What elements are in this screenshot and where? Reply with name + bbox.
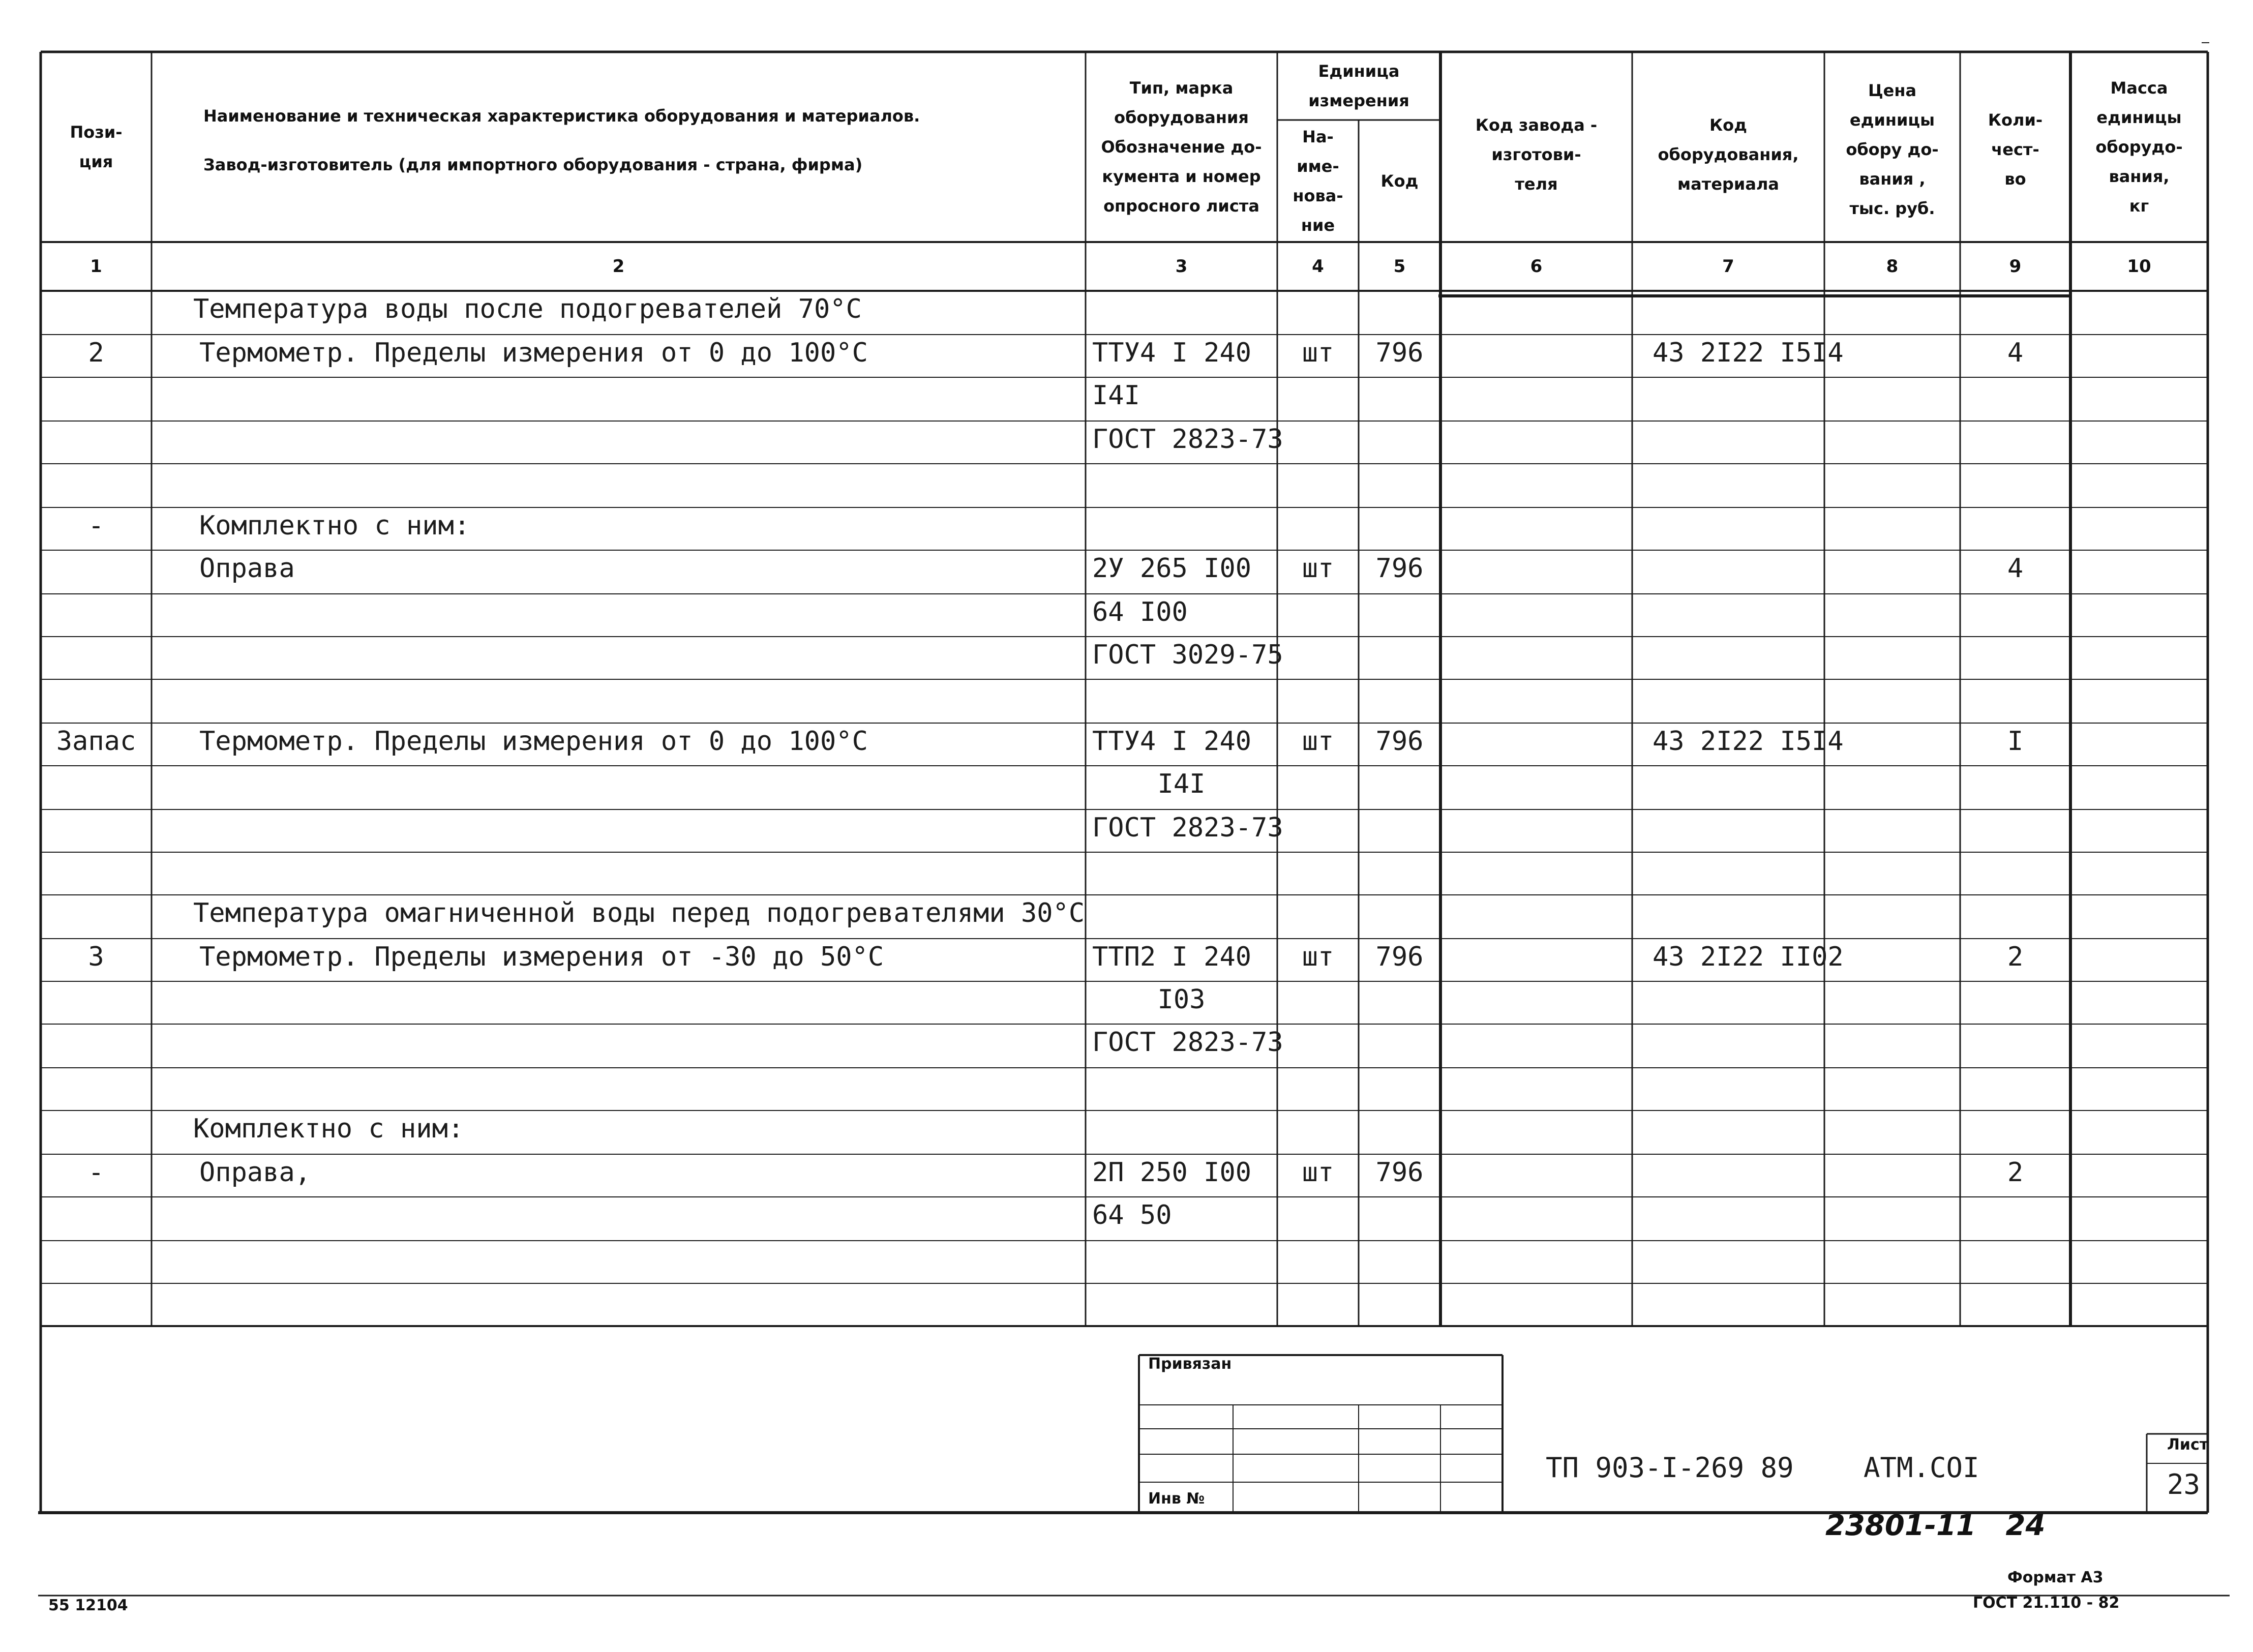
cell-name: Комплектно с ним: — [193, 1114, 464, 1144]
cell-position: 3 — [88, 942, 104, 972]
print-code: 55 12104 — [48, 1597, 128, 1614]
cell-unit: шт — [1302, 553, 1334, 584]
cell-type: ГОСТ 3029-75 — [1092, 640, 1283, 670]
header-position: Пози- ция — [70, 123, 123, 171]
header-unit-group: Единица измерения — [1308, 62, 1409, 110]
handwritten-inventory-number: 23801-11 24 — [1825, 1509, 2046, 1542]
column-number: 5 — [1393, 256, 1406, 277]
header-unit-code: Код — [1380, 171, 1419, 191]
cell-unit: шт — [1302, 338, 1334, 368]
header-factory-code: Код завода - изготови- теля — [1475, 115, 1598, 194]
cell-type: ТТП2 I 240 — [1092, 942, 1252, 972]
column-number: 3 — [1175, 256, 1188, 277]
sheet-number: 23 — [2167, 1468, 2201, 1500]
cell-position: - — [88, 1157, 104, 1188]
cell-equipment-code: 43 2I22 II02 — [1653, 942, 1844, 972]
doc-code: ТП 903-I-269 89 — [1546, 1452, 1794, 1484]
cell-name: Термометр. Пределы измерения от -30 до 50°C — [199, 942, 884, 972]
sheet-label: Лист — [2167, 1436, 2209, 1454]
cell-unit: шт — [1302, 1157, 1334, 1188]
header-name: Наименование и техническая характеристика оборудования и материалов. Завод-изготовитель (для импортного оборудования - страна, фирма) — [203, 106, 920, 174]
cell-name: Оправа, — [199, 1157, 311, 1188]
cell-position: - — [88, 510, 104, 541]
cell-name: Термометр. Пределы измерения от 0 до 100°C — [199, 726, 868, 757]
stamp-inv-number: Инв № — [1148, 1490, 1205, 1508]
cell-type: 64 I00 — [1092, 597, 1188, 627]
cell-unit: шт — [1302, 726, 1334, 757]
cell-unit-code: 796 — [1375, 942, 1424, 972]
header-equipment-code: Код оборудования, материала — [1658, 115, 1799, 194]
column-number: 2 — [612, 256, 625, 277]
cell-unit-code: 796 — [1375, 1157, 1424, 1188]
gost-label: ГОСТ 21.110 - 82 — [1973, 1594, 2120, 1612]
cell-type: 2У 265 I00 — [1092, 553, 1252, 584]
cell-type: 64 50 — [1092, 1200, 1172, 1230]
column-number: 6 — [1530, 256, 1543, 277]
cell-name: Комплектно с ним: — [199, 510, 470, 541]
cell-type: I4I — [1157, 769, 1206, 799]
cell-name: Температура омагниченной воды перед подогревателями 30°C — [193, 898, 1085, 928]
cell-type: 2П 250 I00 — [1092, 1157, 1252, 1188]
header-type: Тип, марка оборудования Обозначение до- кумента и номер опросного листа — [1101, 78, 1262, 216]
cell-quantity: 4 — [2007, 553, 2024, 584]
cell-name: Термометр. Пределы измерения от 0 до 100°C — [199, 338, 868, 368]
cell-equipment-code: 43 2I22 I5I4 — [1653, 338, 1844, 368]
column-number: 9 — [2009, 256, 2022, 277]
cell-quantity: 4 — [2007, 338, 2024, 368]
cell-quantity: 2 — [2007, 942, 2024, 972]
stamp-privyazan: Привязан — [1148, 1355, 1232, 1373]
cell-unit-code: 796 — [1375, 553, 1424, 584]
header-unit-name: На- име- нова- ние — [1293, 127, 1343, 235]
cell-quantity: I — [2007, 726, 2024, 757]
column-number: 4 — [1312, 256, 1324, 277]
cell-position: Запас — [56, 726, 136, 757]
cell-type: ГОСТ 2823-73 — [1092, 1027, 1283, 1058]
cell-equipment-code: 43 2I22 I5I4 — [1653, 726, 1844, 757]
cell-unit-code: 796 — [1375, 726, 1424, 757]
cell-quantity: 2 — [2007, 1157, 2024, 1188]
cell-unit: шт — [1302, 942, 1334, 972]
column-number: 1 — [90, 256, 102, 277]
cell-position: 2 — [88, 338, 104, 368]
cell-name: Температура воды после подогревателей 70°C — [193, 294, 862, 324]
cell-type: ГОСТ 2823-73 — [1092, 424, 1283, 455]
header-quantity: Коли- чест- во — [1988, 110, 2043, 189]
column-number: 10 — [2127, 256, 2151, 277]
header-mass: Масса единицы оборудо- вания, кг — [2095, 78, 2183, 216]
cell-type: I4I — [1092, 380, 1140, 411]
format-label: Формат А3 — [2007, 1569, 2104, 1586]
doc-mark: АТМ.СОI — [1864, 1452, 1979, 1484]
column-number: 7 — [1722, 256, 1734, 277]
cell-type: ТТУ4 I 240 — [1092, 726, 1252, 757]
column-number: 8 — [1886, 256, 1899, 277]
cell-type: ТТУ4 I 240 — [1092, 338, 1252, 368]
cell-type: ГОСТ 2823-73 — [1092, 813, 1283, 843]
cell-type: I03 — [1157, 984, 1206, 1015]
header-price: Цена единицы обору до- вания , тыс. руб. — [1846, 81, 1939, 218]
cell-name: Оправа — [199, 553, 295, 584]
cell-unit-code: 796 — [1375, 338, 1424, 368]
